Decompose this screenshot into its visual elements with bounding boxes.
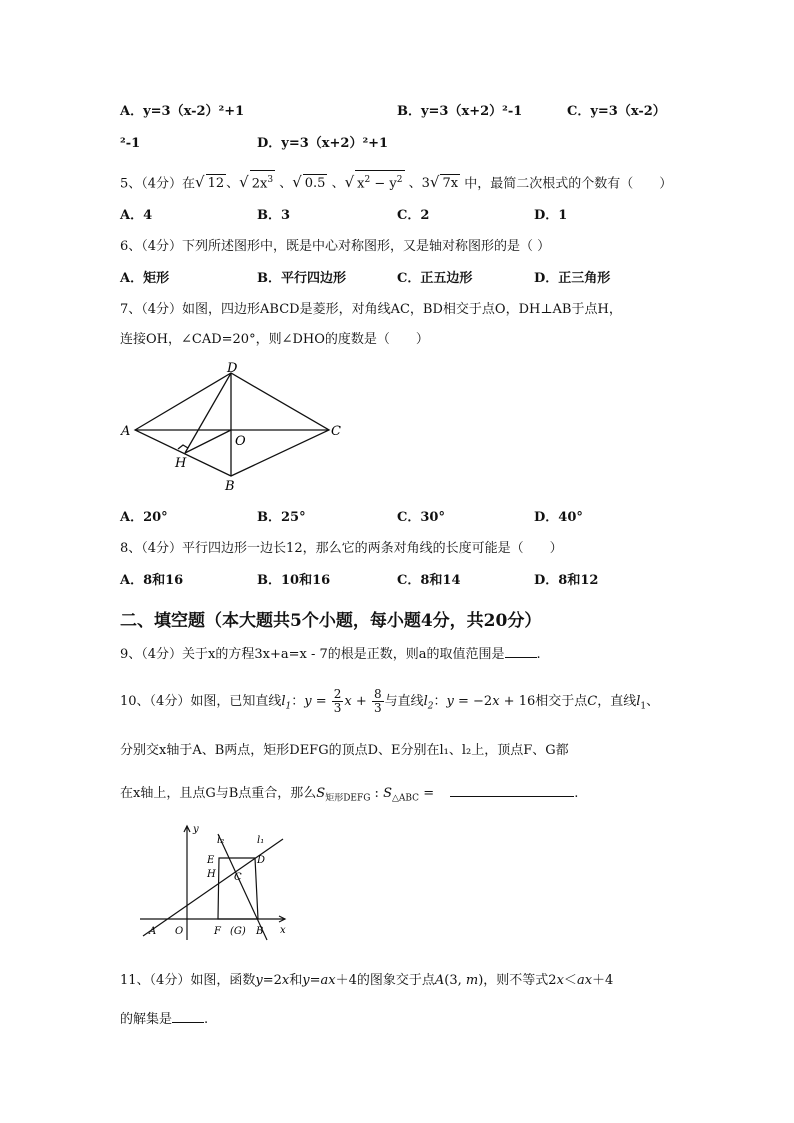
q10-line2: 分别交x轴于A、B两点，矩形DEFG的顶点D、E分别在l₁、l₂上，顶点F、G都 — [120, 743, 569, 758]
q8-option-c: C．8和14 — [397, 573, 461, 588]
q7-stem-line1: 7、（4分）如图，四边形ABCD是菱形，对角线AC，BD相交于点O，DH⊥AB于点H， — [120, 302, 622, 317]
q9-text: 9、（4分）关于x的方程3x+a=x - 7的根是正数，则a的取值范围是 — [120, 647, 505, 662]
q10-line3: 在x轴上，且点G与B点重合，那么$S_{矩形DEFG}$ : $S_{\triangle ABC}$ = . — [120, 786, 579, 804]
q6-option-b: B．平行四边形 — [257, 271, 346, 286]
q11-line1: 11、（4分）如图，函数y=2x和y=ax＋4的图象交于点A(3, m)，则不等式2x＜ax＋4 — [120, 973, 614, 988]
q11-text-a: 11、（4分）如图，函数 — [120, 973, 256, 988]
fig-label-g: (G) — [230, 926, 246, 937]
q9-end: . — [536, 647, 541, 662]
q11-line2 — [120, 1010, 208, 1029]
q4-option-c-cont: ²-1 — [120, 136, 141, 151]
section-title: 二、填空题（本大题共5个小题，每小题4分，共20分） — [120, 611, 542, 631]
label-o: O — [235, 434, 246, 449]
q8-option-a: A．8和16 — [120, 573, 184, 588]
radical-expressions: √ 12 、√ $2x^3$ 、√ 0.5 、√ $x^2 - y^2$ 、3√ 7x — [195, 176, 464, 191]
q8-option-b: B．10和16 — [257, 573, 331, 588]
q9-answer-blank[interactable] — [505, 645, 537, 658]
q11-text-b: 和 — [289, 973, 303, 988]
fig-label-f: F — [214, 926, 221, 937]
q7-option-c: C．30° — [397, 510, 445, 525]
q10-figure — [135, 822, 295, 944]
fig-label-o: O — [175, 926, 184, 937]
q10-end: . — [574, 786, 579, 801]
fig-label-y: y — [193, 824, 199, 835]
label-c: C — [331, 424, 341, 439]
label-h: H — [175, 456, 187, 471]
q4-option-d: D．y=3（x+2）²+1 — [257, 136, 389, 151]
q10-line3-text: 在x轴上，且点G与B点重合，那么 — [120, 786, 317, 801]
line-l2 — [218, 834, 267, 940]
q7-option-b: B．25° — [257, 510, 306, 525]
q5-suffix: 中，最简二次根式的个数有（ ） — [464, 176, 673, 192]
q10-mid3: ，直线 — [597, 694, 637, 709]
fig-label-l2: l₂ — [217, 835, 225, 846]
q4-option-b: B．y=3（x+2）²-1 — [397, 104, 523, 119]
q11-text-c: 的图象交于点 — [356, 973, 435, 988]
q10-mid1: 与直线 — [384, 694, 424, 709]
q7-option-d: D．40° — [534, 510, 583, 525]
q10-line1: 10、（4分）如图，已知直线$l_1$：y = $\frac{2}{3}$ x + $\frac{8}{3}$ 与直线$l_2$：y = −2x + 16相交于点C，直线$l_1$、 — [120, 687, 660, 715]
q11-text-d: ，则不等式 — [483, 973, 549, 988]
fig-label-a: A — [149, 926, 157, 937]
q9-stem — [120, 645, 541, 664]
q6-option-c: C．正五边形 — [397, 271, 473, 286]
q5-option-a: A．4 — [120, 208, 153, 223]
label-b: B — [225, 479, 235, 494]
q10-prefix: 10、（4分）如图，已知直线 — [120, 694, 282, 709]
line-l1 — [143, 839, 283, 936]
rhombus-abcd — [135, 373, 329, 476]
rhombus-figure — [115, 362, 355, 497]
fig-label-e: E — [207, 855, 215, 866]
q6-option-a: A．矩形 — [120, 271, 170, 286]
q5-option-d: D．1 — [534, 208, 568, 223]
q5-option-b: B．3 — [257, 208, 291, 223]
right-angle-mark — [178, 445, 188, 449]
q6-stem: 6、（4分）下列所述图形中，既是中心对称图形，又是轴对称图形的是（ ） — [120, 239, 551, 254]
fig-label-b: B — [256, 926, 264, 937]
q11-text-line2: 的解集是 — [120, 1012, 173, 1027]
q8-stem: 8、（4分）平行四边形一边长12，那么它的两条对角线的长度可能是（ ） — [120, 541, 563, 556]
q8-option-d: D．8和12 — [534, 573, 599, 588]
q4-option-a: A．y=3（x-2）²+1 — [120, 104, 245, 119]
q7-stem-line2: 连接OH，∠CAD=20°，则∠DHO的度数是（ ） — [120, 332, 429, 347]
fig-label-x: x — [280, 925, 286, 936]
q10-mid2: 相交于点 — [535, 694, 588, 709]
q4-option-c: C．y=3（x-2） — [567, 104, 666, 119]
q10-answer-blank[interactable] — [450, 784, 574, 797]
fig-label-c: C — [234, 872, 242, 883]
l2-symbol: $l_2$ — [423, 694, 434, 712]
fig-label-h: H — [207, 869, 216, 880]
q5-option-c: C．2 — [397, 208, 430, 223]
q5-stem — [120, 170, 672, 193]
label-a: A — [121, 424, 131, 439]
fig-label-d: D — [257, 855, 266, 866]
l1-symbol: $l_1$ — [281, 694, 292, 712]
q11-end: . — [204, 1012, 209, 1027]
fig-label-l1: l₁ — [257, 835, 265, 846]
q11-answer-blank[interactable] — [172, 1010, 204, 1023]
q5-prefix: 5、（4分）在 — [120, 176, 196, 192]
q6-option-d: D．正三角形 — [534, 271, 611, 286]
rectangle-defg — [218, 858, 258, 919]
q7-option-a: A．20° — [120, 510, 168, 525]
label-d: D — [227, 362, 238, 376]
